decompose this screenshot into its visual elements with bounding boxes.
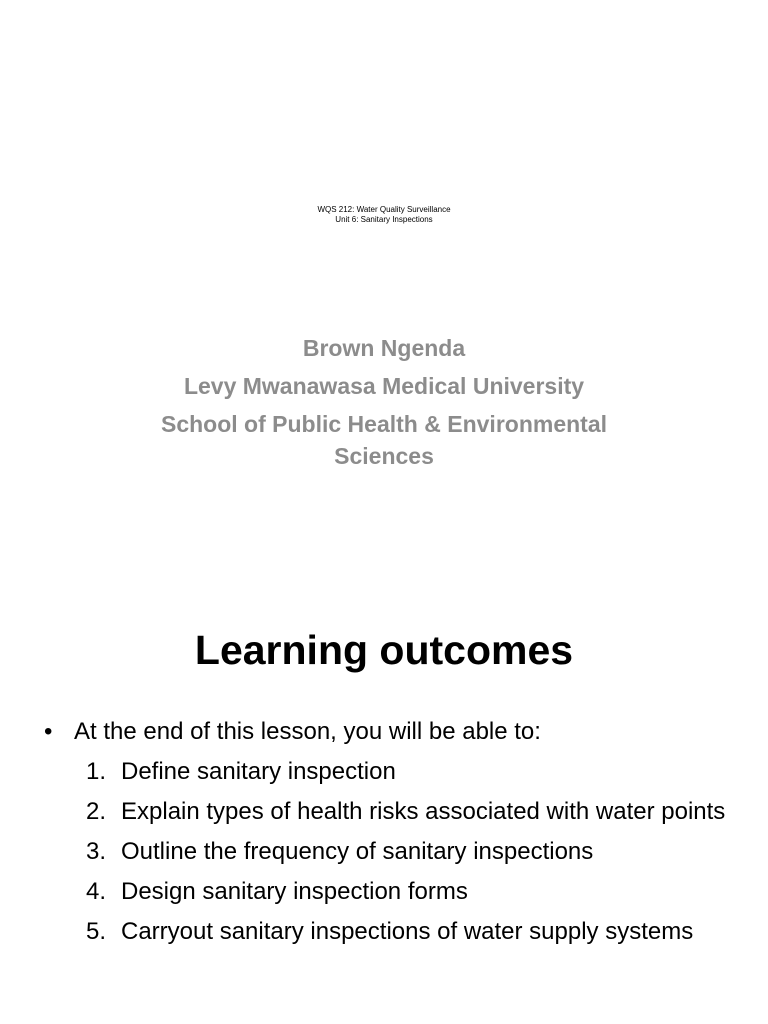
slide-body <box>40 716 730 954</box>
outcome-item <box>40 874 730 909</box>
course-name: WQS 212: Water Quality Surveillance <box>317 205 451 214</box>
outcome-text: Explain types of health risks associated with water points <box>121 798 726 825</box>
school-name: School of Public Health & Environmental Sciences <box>161 411 607 469</box>
outcome-number: 5. <box>85 918 106 945</box>
learning-outcomes-slide <box>0 576 768 1024</box>
outcome-number: 4. <box>85 878 106 905</box>
outcome-number: 2. <box>85 798 106 825</box>
intro-text: At the end of this lesson, you will be able to: <box>74 718 541 745</box>
slide-title: Learning outcomes <box>194 627 574 673</box>
bullet-icon: • <box>44 718 53 745</box>
outcome-number: 1. <box>85 758 106 785</box>
outcome-item <box>40 754 730 789</box>
outcome-item <box>40 794 730 829</box>
outcomes-list <box>40 754 730 949</box>
author-block <box>140 332 628 472</box>
university-name: Levy Mwanawasa Medical University <box>183 373 585 399</box>
outcome-text: Outline the frequency of sanitary inspections <box>121 838 594 865</box>
outcome-number: 3. <box>85 838 106 865</box>
outcome-text: Carryout sanitary inspections of water supply systems <box>121 918 694 945</box>
outcome-text: Define sanitary inspection <box>121 758 396 785</box>
intro-bullet-item <box>40 716 730 748</box>
outcome-text: Design sanitary inspection forms <box>121 878 468 905</box>
course-title <box>0 205 768 225</box>
outcome-item <box>40 914 730 949</box>
unit-name: Unit 6: Sanitary Inspections <box>335 215 433 224</box>
outcome-item <box>40 834 730 869</box>
author-name: Brown Ngenda <box>302 335 466 361</box>
